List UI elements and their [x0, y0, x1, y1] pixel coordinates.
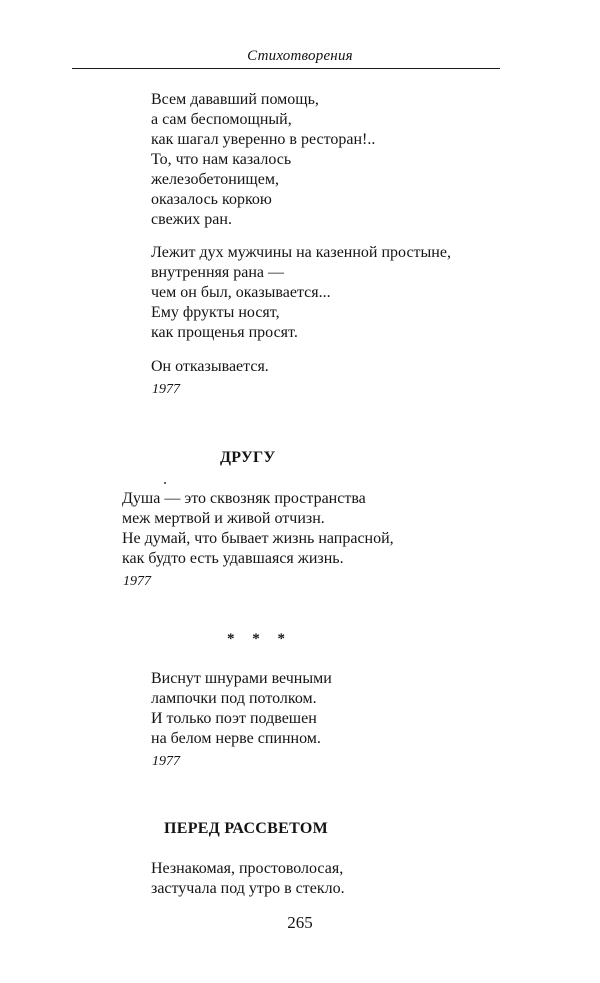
poem-line: Лежит дух мужчины на казенной простыне, [151, 244, 451, 261]
poem-line: на белом нерве спинном. [151, 730, 321, 747]
poem-line: Всем дававший помощь, [151, 91, 319, 108]
poem-year: 1977 [152, 754, 180, 769]
poem-line: свежих ран. [151, 211, 232, 228]
poem-line: как прощенья просят. [151, 324, 298, 341]
poem-line: меж мертвой и живой отчизн. [122, 510, 325, 527]
poem-line: Незнакомая, простоволосая, [151, 860, 344, 877]
running-head: Стихотворения [247, 48, 353, 64]
poem-line: как будто есть удавшаяся жизнь. [122, 550, 344, 567]
poem-line: Ему фрукты носят, [151, 304, 280, 321]
poem-line: застучала под утро в стекло. [151, 880, 345, 897]
poem-line: внутренняя рана — [151, 264, 285, 281]
poem-title: ДРУГУ [220, 449, 276, 466]
poem-line: И только поэт подвешен [151, 710, 317, 727]
poem-line: как шагал уверенно в ресторан!.. [151, 131, 376, 148]
header-rule [72, 68, 500, 69]
poem-year: 1977 [123, 574, 151, 589]
poem-line: оказалось коркою [151, 191, 272, 208]
poem-title-asterisks: * * * [227, 631, 292, 647]
poem-line: железобетонищем, [151, 171, 279, 188]
poem-line: То, что нам казалось [151, 151, 292, 168]
poem-line: Душа — это сквозняк пространства [122, 490, 366, 507]
poem-line: лампочки под потолком. [151, 690, 317, 707]
poem-line: чем он был, оказывается... [151, 284, 331, 301]
poem-year: 1977 [152, 382, 180, 397]
poem-line: Не думай, что бывает жизнь напрасной, [122, 530, 394, 547]
poem-line: Он отказывается. [151, 358, 269, 375]
page-number: 265 [287, 913, 313, 932]
print-speck [164, 482, 166, 484]
poem-line: Виснут шнурами вечными [151, 670, 332, 687]
poem-line: а сам беспомощный, [151, 111, 292, 128]
poem-title: ПЕРЕД РАССВЕТОМ [164, 820, 329, 837]
